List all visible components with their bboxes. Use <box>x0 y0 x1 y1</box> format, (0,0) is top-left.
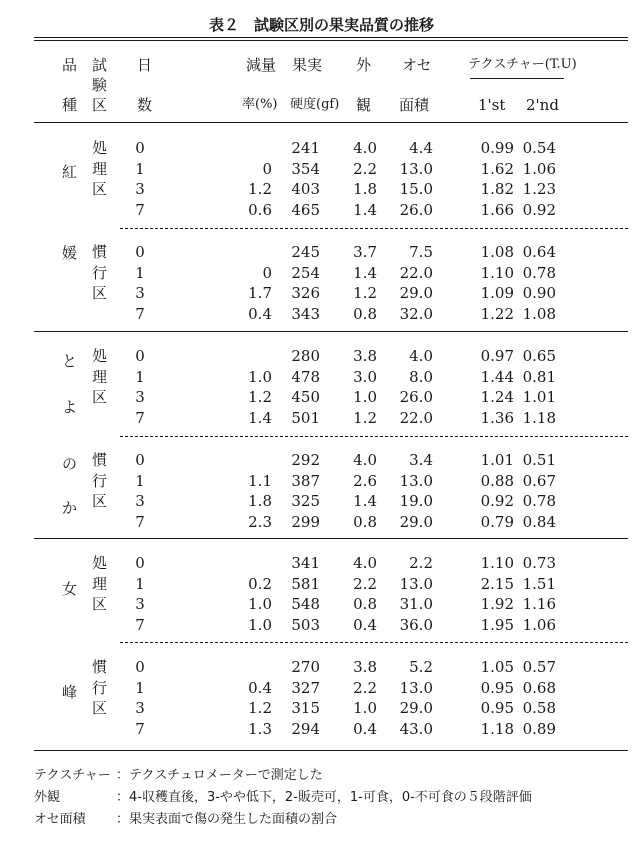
variety-char: と <box>62 352 78 370</box>
cell-day: 1 <box>135 263 145 282</box>
plot-char: 区 <box>92 492 108 511</box>
variety-char: の <box>62 455 78 473</box>
header-day-bottom: 数 <box>137 96 153 114</box>
plot-char: 区 <box>92 595 108 614</box>
header-texture-1: 1'st <box>478 96 506 114</box>
cell-app: 0.8 <box>353 304 377 323</box>
cell-app: 1.0 <box>353 388 377 407</box>
plot-char: 行 <box>92 471 108 490</box>
plot-char: 区 <box>92 699 108 718</box>
cell-loss: 1.0 <box>248 595 272 614</box>
cell-loss: 1.3 <box>248 719 272 738</box>
cell-app: 0.8 <box>353 512 377 531</box>
cell-loss: 0.2 <box>248 574 272 593</box>
header-texture-group: テクスチャー(T.U) <box>468 57 577 72</box>
cell-t1: 1.22 <box>480 304 514 323</box>
cell-t2: 1.23 <box>522 180 556 199</box>
cell-day: 7 <box>135 719 145 738</box>
table-top-rule <box>34 37 628 38</box>
cell-loss: 0.6 <box>248 200 272 219</box>
cell-bruise: 13.0 <box>399 574 433 593</box>
variety-separator <box>34 538 628 539</box>
cell-t2: 0.64 <box>522 243 556 261</box>
cell-hard: 327 <box>291 678 320 697</box>
cell-day: 7 <box>135 512 145 531</box>
cell-bruise: 3.4 <box>409 451 433 469</box>
cell-t2: 0.58 <box>522 699 556 718</box>
cell-t2: 0.81 <box>522 367 556 386</box>
cell-t1: 1.09 <box>480 284 514 303</box>
cell-hard: 503 <box>291 615 320 634</box>
note-desc: ：テクスチュロメーターで測定した <box>116 768 323 783</box>
note-term: 外観 <box>34 790 61 805</box>
cell-bruise: 19.0 <box>399 492 433 511</box>
cell-app: 3.8 <box>353 347 377 365</box>
cell-app: 4.0 <box>353 554 377 572</box>
header-rule <box>34 122 628 123</box>
cell-hard: 325 <box>291 492 320 511</box>
cell-t1: 1.10 <box>480 554 514 572</box>
cell-day: 1 <box>135 678 145 697</box>
header-variety-bottom: 種 <box>62 96 78 114</box>
cell-t1: 0.95 <box>480 678 514 697</box>
cell-bruise: 8.0 <box>409 367 433 386</box>
group-separator <box>120 436 628 437</box>
cell-loss: 0.4 <box>248 678 272 697</box>
header-hardness-top: 果実 <box>292 56 323 74</box>
cell-day: 7 <box>135 408 145 427</box>
cell-app: 3.0 <box>353 367 377 386</box>
cell-app: 2.2 <box>353 159 377 178</box>
cell-hard: 315 <box>291 699 320 718</box>
cell-t1: 1.82 <box>480 180 514 199</box>
cell-app: 0.4 <box>353 719 377 738</box>
cell-t1: 1.66 <box>480 200 514 219</box>
cell-t1: 1.92 <box>480 595 514 614</box>
header-hardness-bottom: 硬度(gf) <box>290 97 340 112</box>
cell-bruise: 13.0 <box>399 159 433 178</box>
cell-bruise: 13.0 <box>399 678 433 697</box>
cell-t1: 1.05 <box>480 658 514 676</box>
cell-t2: 1.06 <box>522 159 556 178</box>
plot-char: 処 <box>92 554 108 572</box>
cell-t2: 1.01 <box>522 388 556 407</box>
cell-t2: 0.90 <box>522 284 556 303</box>
cell-day: 7 <box>135 304 145 323</box>
cell-bruise: 5.2 <box>409 658 433 676</box>
plot-char: 区 <box>92 180 108 199</box>
cell-day: 1 <box>135 159 145 178</box>
cell-loss: 0.4 <box>248 304 272 323</box>
cell-bruise: 4.4 <box>409 139 433 157</box>
table-top-rule-2 <box>34 40 628 41</box>
cell-loss: 1.0 <box>248 367 272 386</box>
cell-t1: 0.92 <box>480 492 514 511</box>
cell-bruise: 22.0 <box>399 263 433 282</box>
plot-char: 区 <box>92 388 108 407</box>
header-weightloss-top: 減量 <box>246 56 277 74</box>
cell-hard: 465 <box>291 200 320 219</box>
cell-loss: 1.4 <box>248 408 272 427</box>
cell-app: 0.4 <box>353 615 377 634</box>
cell-t1: 1.18 <box>480 719 514 738</box>
plot-char: 行 <box>92 263 108 282</box>
group-separator <box>120 228 628 229</box>
cell-bruise: 32.0 <box>399 304 433 323</box>
variety-char: か <box>62 499 78 517</box>
cell-t1: 1.10 <box>480 263 514 282</box>
cell-t1: 1.44 <box>480 367 514 386</box>
cell-day: 3 <box>135 180 145 199</box>
cell-hard: 241 <box>291 139 320 157</box>
plot-char: 処 <box>92 347 108 365</box>
variety-char: 女 <box>62 580 78 598</box>
cell-t2: 0.57 <box>522 658 556 676</box>
header-weightloss-bottom: 率(%) <box>242 97 278 112</box>
cell-t2: 0.84 <box>522 512 556 531</box>
cell-t2: 0.73 <box>522 554 556 572</box>
cell-bruise: 22.0 <box>399 408 433 427</box>
cell-t1: 1.08 <box>480 243 514 261</box>
cell-hard: 450 <box>291 388 320 407</box>
cell-hard: 294 <box>291 719 320 738</box>
cell-app: 0.8 <box>353 595 377 614</box>
cell-loss: 1.1 <box>248 471 272 490</box>
cell-t2: 1.51 <box>522 574 556 593</box>
header-day-top: 日 <box>137 56 153 74</box>
plot-char: 慣 <box>92 243 108 261</box>
texture-underline <box>470 78 564 79</box>
cell-app: 1.4 <box>353 200 377 219</box>
header-bruise-top: オセ <box>402 56 432 74</box>
cell-day: 1 <box>135 471 145 490</box>
cell-app: 1.2 <box>353 284 377 303</box>
cell-t2: 0.54 <box>522 139 556 157</box>
cell-bruise: 36.0 <box>399 615 433 634</box>
cell-app: 2.2 <box>353 574 377 593</box>
cell-day: 1 <box>135 574 145 593</box>
cell-t2: 0.92 <box>522 200 556 219</box>
table-title: 表２ 試験区別の果実品質の推移 <box>208 16 434 34</box>
plot-char: 慣 <box>92 451 108 469</box>
group-separator <box>120 642 628 643</box>
cell-day: 7 <box>135 200 145 219</box>
cell-app: 2.6 <box>353 471 377 490</box>
variety-char: よ <box>62 398 78 416</box>
cell-bruise: 26.0 <box>399 200 433 219</box>
cell-day: 3 <box>135 388 145 407</box>
cell-day: 0 <box>135 243 145 261</box>
cell-hard: 581 <box>291 574 320 593</box>
variety-char: 紅 <box>62 163 78 181</box>
cell-t1: 1.36 <box>480 408 514 427</box>
cell-t1: 1.95 <box>480 615 514 634</box>
cell-day: 3 <box>135 284 145 303</box>
cell-t2: 0.65 <box>522 347 556 365</box>
cell-t1: 1.01 <box>480 451 514 469</box>
cell-hard: 270 <box>291 658 320 676</box>
cell-t1: 0.79 <box>480 512 514 531</box>
cell-t1: 0.97 <box>480 347 514 365</box>
cell-hard: 548 <box>291 595 320 614</box>
table-bottom-rule <box>34 750 628 751</box>
cell-bruise: 2.2 <box>409 554 433 572</box>
cell-hard: 326 <box>291 284 320 303</box>
cell-app: 1.8 <box>353 180 377 199</box>
note-desc: ：4-収穫直後，3-やや低下，2-販売可，1-可食，0-不可食の５段階評価 <box>116 790 532 805</box>
cell-bruise: 29.0 <box>399 512 433 531</box>
cell-t2: 0.51 <box>522 451 556 469</box>
cell-app: 3.7 <box>353 243 377 261</box>
cell-t2: 1.18 <box>522 408 556 427</box>
cell-day: 3 <box>135 699 145 718</box>
cell-hard: 343 <box>291 304 320 323</box>
plot-char: 理 <box>92 574 108 593</box>
cell-t1: 1.24 <box>480 388 514 407</box>
cell-loss: 0 <box>262 159 272 178</box>
cell-app: 4.0 <box>353 451 377 469</box>
cell-hard: 354 <box>291 159 320 178</box>
plot-char: 慣 <box>92 658 108 676</box>
cell-loss: 1.2 <box>248 180 272 199</box>
cell-app: 1.4 <box>353 492 377 511</box>
plot-char: 理 <box>92 159 108 178</box>
cell-app: 4.0 <box>353 139 377 157</box>
cell-hard: 403 <box>291 180 320 199</box>
cell-hard: 387 <box>291 471 320 490</box>
cell-bruise: 4.0 <box>409 347 433 365</box>
note-term: テクスチャー <box>34 768 111 783</box>
cell-t1: 2.15 <box>480 574 514 593</box>
cell-app: 3.8 <box>353 658 377 676</box>
cell-day: 0 <box>135 554 145 572</box>
plot-char: 行 <box>92 678 108 697</box>
cell-hard: 501 <box>291 408 320 427</box>
cell-day: 3 <box>135 595 145 614</box>
cell-hard: 299 <box>291 512 320 531</box>
cell-t2: 1.16 <box>522 595 556 614</box>
cell-t2: 0.68 <box>522 678 556 697</box>
cell-t1: 0.99 <box>480 139 514 157</box>
cell-app: 1.4 <box>353 263 377 282</box>
cell-day: 3 <box>135 492 145 511</box>
cell-app: 1.2 <box>353 408 377 427</box>
variety-char: 媛 <box>62 244 78 262</box>
cell-app: 2.2 <box>353 678 377 697</box>
cell-bruise: 29.0 <box>399 699 433 718</box>
cell-loss: 1.8 <box>248 492 272 511</box>
cell-hard: 245 <box>291 243 320 261</box>
cell-hard: 254 <box>291 263 320 282</box>
header-plot-top: 試 <box>92 56 108 74</box>
plot-char: 区 <box>92 284 108 303</box>
cell-t1: 0.95 <box>480 699 514 718</box>
cell-loss: 2.3 <box>248 512 272 531</box>
cell-bruise: 26.0 <box>399 388 433 407</box>
cell-bruise: 43.0 <box>399 719 433 738</box>
variety-char: 峰 <box>62 683 78 701</box>
cell-hard: 478 <box>291 367 320 386</box>
cell-day: 0 <box>135 451 145 469</box>
cell-day: 7 <box>135 615 145 634</box>
cell-bruise: 13.0 <box>399 471 433 490</box>
cell-hard: 341 <box>291 554 320 572</box>
cell-hard: 280 <box>291 347 320 365</box>
cell-t2: 0.78 <box>522 263 556 282</box>
cell-bruise: 7.5 <box>409 243 433 261</box>
header-appearance-bottom: 観 <box>356 96 372 114</box>
cell-t2: 1.06 <box>522 615 556 634</box>
cell-t1: 1.62 <box>480 159 514 178</box>
header-bruise-bottom: 面積 <box>399 96 430 114</box>
cell-day: 0 <box>135 347 145 365</box>
cell-t2: 1.08 <box>522 304 556 323</box>
cell-loss: 1.7 <box>248 284 272 303</box>
cell-app: 1.0 <box>353 699 377 718</box>
cell-loss: 1.2 <box>248 699 272 718</box>
cell-loss: 1.2 <box>248 388 272 407</box>
header-plot-mid: 験 <box>92 76 108 94</box>
plot-char: 理 <box>92 367 108 386</box>
cell-bruise: 29.0 <box>399 284 433 303</box>
variety-separator <box>34 331 628 332</box>
cell-hard: 292 <box>291 451 320 469</box>
note-term: オセ面積 <box>34 812 86 827</box>
cell-t2: 0.78 <box>522 492 556 511</box>
cell-day: 0 <box>135 658 145 676</box>
header-appearance-top: 外 <box>356 56 372 74</box>
header-variety-top: 品 <box>62 56 78 74</box>
cell-loss: 1.0 <box>248 615 272 634</box>
cell-t2: 0.89 <box>522 719 556 738</box>
cell-t2: 0.67 <box>522 471 556 490</box>
header-texture-2: 2'nd <box>526 96 559 114</box>
cell-t1: 0.88 <box>480 471 514 490</box>
cell-day: 1 <box>135 367 145 386</box>
plot-char: 処 <box>92 139 108 157</box>
note-desc: ：果実表面で傷の発生した面積の割合 <box>116 812 338 827</box>
cell-bruise: 31.0 <box>399 595 433 614</box>
cell-day: 0 <box>135 139 145 157</box>
cell-bruise: 15.0 <box>399 180 433 199</box>
cell-loss: 0 <box>262 263 272 282</box>
header-plot-bottom: 区 <box>92 96 108 114</box>
